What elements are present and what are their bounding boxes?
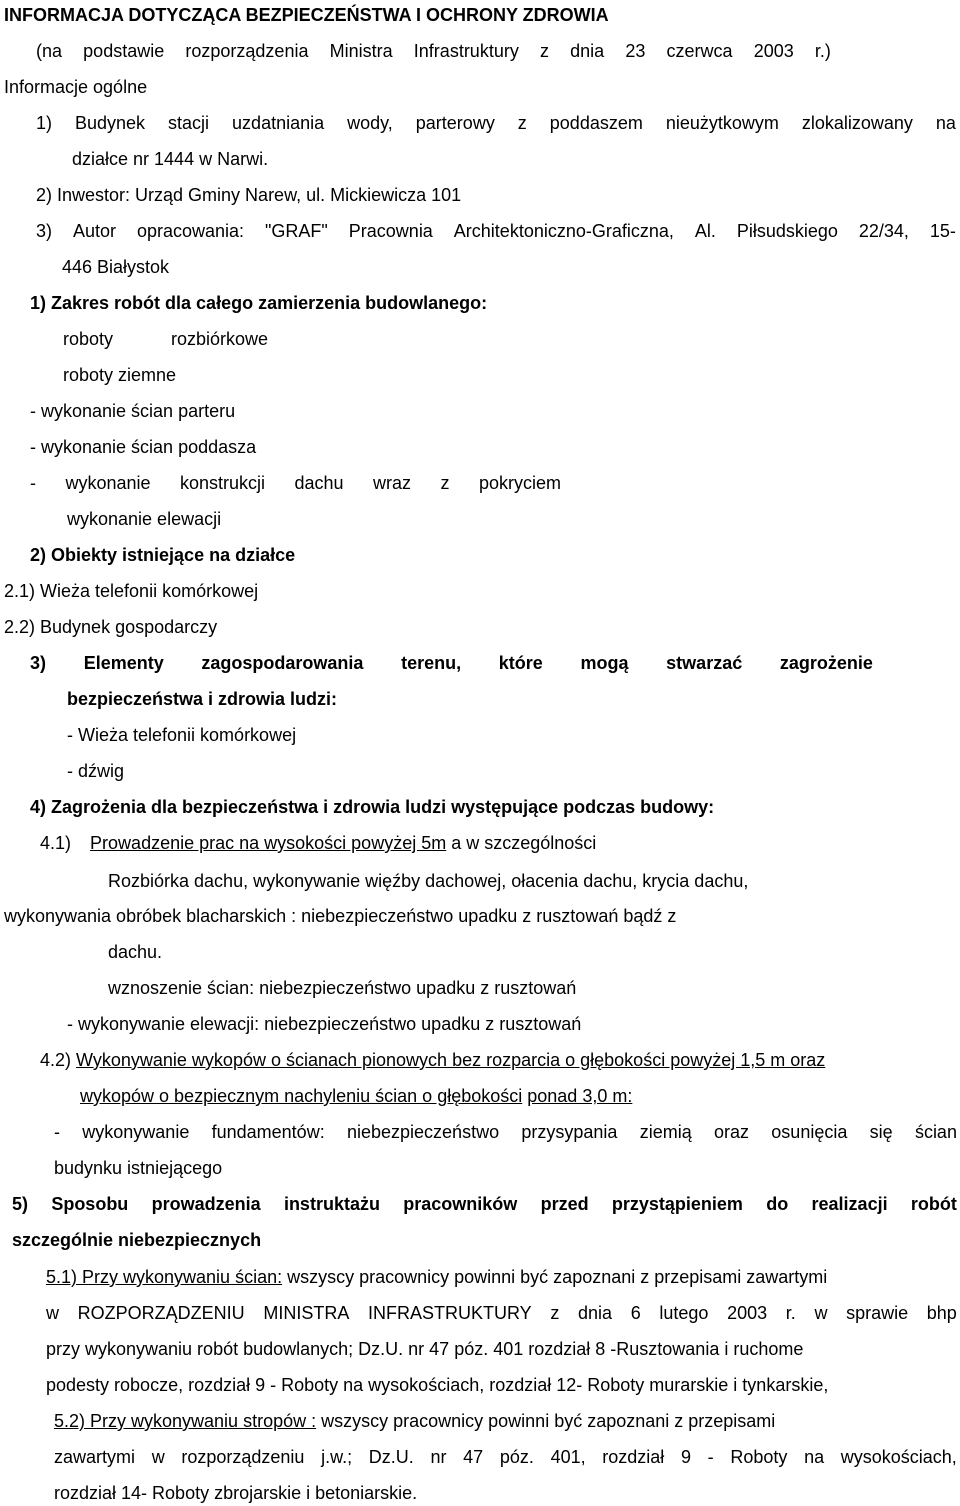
section-5-2-title-rest: wszyscy pracownicy powinni być zapoznani z przepisami <box>316 1411 776 1431</box>
s5h1-word: pracowników <box>403 1194 518 1214</box>
s42l3-word: osunięcia <box>771 1122 848 1142</box>
section-4-2-line-1 <box>40 1049 825 1071</box>
section-2-heading: 2) Obiekty istniejące na działce <box>30 545 296 565</box>
s52l2-word: zawartymi <box>54 1447 136 1467</box>
section-5-2-line-3: rozdział 14- Roboty zbrojarskie i betoniarskie. <box>54 1483 418 1503</box>
s52l2-word: 47 <box>463 1447 484 1467</box>
section-1-item-6: wykonanie elewacji <box>67 509 222 529</box>
section-3-heading-line-1 <box>30 652 873 674</box>
section-4-2-title-line-2a: wykopów o bezpiecznym nachyleniu ścian o głębokości <box>80 1086 523 1106</box>
general-item-2: 2) Inwestor: Urząd Gminy Narew, ul. Mickiewicza 101 <box>36 185 462 205</box>
s51l2-word: 2003 <box>727 1303 768 1323</box>
s52l2-word: j.w.; <box>321 1447 353 1467</box>
s42l3-word: - <box>54 1122 60 1142</box>
g1l1-word: 1) <box>36 113 53 133</box>
s1i5-word: dachu <box>294 473 344 493</box>
g3l1-word: 22/34, <box>858 221 909 241</box>
s42l3-word: ziemią <box>639 1122 692 1142</box>
g1l1-word: z <box>517 113 527 133</box>
s5h1-word: prowadzenia <box>151 1194 261 1214</box>
s42l3-word: oraz <box>714 1122 750 1142</box>
s5h1-word: realizacji <box>811 1194 888 1214</box>
s52l2-word: 9 <box>680 1447 691 1467</box>
section-3-heading-line-2: bezpieczeństwa i zdrowia ludzi: <box>67 689 338 709</box>
s5h1-word: instruktażu <box>283 1194 380 1214</box>
section-5-2-line-1 <box>54 1410 775 1432</box>
g1l1-word: poddaszem <box>549 113 643 133</box>
s42l3-word: ścian <box>914 1122 957 1142</box>
s42l3-word: fundamentów: <box>211 1122 325 1142</box>
s52l2-word: Roboty <box>730 1447 788 1467</box>
section-2-item-1: 2.1) Wieża telefonii komórkowej <box>4 581 259 601</box>
section-3-item-2: - dźwig <box>67 761 125 781</box>
section-5-1-title-rest: wszyscy pracownicy powinni być zapoznani z przepisami zawartymi <box>282 1267 828 1287</box>
s52l2-word: nr <box>430 1447 447 1467</box>
s51l2-word: lutego <box>659 1303 709 1323</box>
g1l1-word: zlokalizowany <box>801 113 913 133</box>
g1l1-word: stacji <box>168 113 210 133</box>
s5h1-word: do <box>766 1194 789 1214</box>
section-4-1-line-5: wznoszenie ścian: niebezpieczeństwo upadku z rusztowań <box>108 978 577 998</box>
s3h1-word: terenu, <box>401 653 462 673</box>
g1l1-word: wody, <box>347 113 393 133</box>
s3h1-word: stwarzać <box>666 653 743 673</box>
section-4-heading: 4) Zagrożenia dla bezpieczeństwa i zdrowia ludzi występujące podczas budowy: <box>30 797 715 817</box>
section-1-item-3: - wykonanie ścian parteru <box>30 401 236 421</box>
s52l2-word: rozporządzeniu <box>181 1447 305 1467</box>
g3l1-word: Al. <box>694 221 716 241</box>
s42l3-word: przysypania <box>521 1122 618 1142</box>
section-5-heading-line-2: szczególnie niebezpiecznych <box>12 1230 262 1250</box>
s52l2-word: Dz.U. <box>368 1447 414 1467</box>
section-5-1-line-4: podesty robocze, rozdział 9 - Roboty na wysokościach, rozdział 12- Roboty murarskie i tynkarskie, <box>46 1375 829 1395</box>
s5h1-word: robót <box>910 1194 957 1214</box>
section-5-2-title: 5.2) Przy wykonywaniu stropów : <box>54 1411 317 1431</box>
s51l2-word: bhp <box>926 1303 957 1323</box>
subtitle-word: czerwca <box>666 41 733 61</box>
s51l2-word: w <box>814 1303 828 1323</box>
s51l2-word: INFRASTRUKTURY <box>368 1303 532 1323</box>
s1i5-word: wykonanie <box>65 473 151 493</box>
section-1-item-5 <box>30 472 561 494</box>
section-4-1-line-2: Rozbiórka dachu, wykonywanie więźby dachowej, ołacenia dachu, krycia dachu, <box>108 871 749 891</box>
document-subtitle <box>36 40 831 62</box>
s5h1-word: Sposobu <box>51 1194 129 1214</box>
s52l2-word: w <box>151 1447 165 1467</box>
section-4-1-title: Prowadzenie prac na wysokości powyżej 5m <box>90 833 447 853</box>
s51l2-word: dnia <box>578 1303 613 1323</box>
section-5-1-line-2 <box>46 1302 957 1324</box>
s1i5-word: pokryciem <box>478 473 561 493</box>
section-1-item-4: - wykonanie ścian poddasza <box>30 437 257 457</box>
subtitle-word: z <box>539 41 549 61</box>
g1l1-word: Budynek <box>75 113 146 133</box>
document-title: INFORMACJA DOTYCZĄCA BEZPIECZEŃSTWA I OCHRONY ZDROWIA <box>4 5 609 25</box>
g1l1-word: nieużytkowym <box>665 113 779 133</box>
s1i5-word: konstrukcji <box>180 473 266 493</box>
g1l1-word: parterowy <box>415 113 495 133</box>
s42l3-word: niebezpieczeństwo <box>346 1122 500 1142</box>
s52l2-word: - <box>707 1447 714 1467</box>
section-4-2-line-2 <box>80 1085 632 1107</box>
section-4-1-line-1 <box>40 832 596 854</box>
section-2-item-2: 2.2) Budynek gospodarczy <box>4 617 218 637</box>
s5h1-word: przystąpieniem <box>611 1194 743 1214</box>
subtitle-word: r.) <box>814 41 831 61</box>
section-4-2-line-3 <box>54 1121 957 1143</box>
section-4-1-line-6: - wykonywanie elewacji: niebezpieczeństwo upadku z rusztowań <box>67 1014 582 1034</box>
s51l2-word: ROZPORZĄDZENIU <box>77 1303 245 1323</box>
g3l1-word: "GRAF" <box>265 221 328 241</box>
s1i5-word: z <box>440 473 450 493</box>
section-5-2-line-2 <box>54 1446 957 1468</box>
s3h1-word: które <box>498 653 543 673</box>
g3l1-word: Piłsudskiego <box>736 221 838 241</box>
s3h1-word: zagrożenie <box>779 653 873 673</box>
subtitle-word: Ministra <box>329 41 393 61</box>
section-1-item-1-word-1: roboty <box>63 329 114 349</box>
subtitle-word: 23 <box>625 41 646 61</box>
section-4-2-line-4: budynku istniejącego <box>54 1158 223 1178</box>
s52l2-word: 401, <box>550 1447 586 1467</box>
section-1-heading: 1) Zakres robót dla całego zamierzenia budowlanego: <box>30 293 488 313</box>
s51l2-word: w <box>46 1303 59 1323</box>
s1i5-word: wraz <box>373 473 412 493</box>
general-item-3-line-1 <box>36 220 956 242</box>
subtitle-word: dnia <box>570 41 605 61</box>
s51l2-word: r. <box>785 1303 796 1323</box>
s5h1-word: przed <box>540 1194 589 1214</box>
section-1-item-2: roboty ziemne <box>63 365 177 385</box>
subtitle-word: podstawie <box>83 41 165 61</box>
s3h1-word: mogą <box>580 653 629 673</box>
s42l3-word: się <box>869 1122 893 1142</box>
s42l3-word: wykonywanie <box>82 1122 190 1142</box>
section-4-2-title-line-1: Wykonywanie wykopów o ścianach pionowych bez rozparcia o głębokości powyżej 1,5 m oraz <box>76 1050 826 1070</box>
subtitle-word: 2003 <box>753 41 794 61</box>
s52l2-word: póz. <box>499 1447 534 1467</box>
s3h1-word: Elementy <box>83 653 164 673</box>
subtitle-word: Infrastruktury <box>413 41 519 61</box>
section-5-1-title: 5.1) Przy wykonywaniu ścian: <box>46 1267 283 1287</box>
s51l2-word: 6 <box>630 1303 641 1323</box>
s5h1-word: 5) <box>12 1194 29 1214</box>
s3h1-word: 3) <box>30 653 47 673</box>
section-5-heading-line-1 <box>12 1193 957 1215</box>
section-5-1-line-1 <box>46 1266 827 1288</box>
section-5-1-line-3: przy wykonywaniu robót budowlanych; Dz.U. nr 47 póz. 401 rozdział 8 -Rusztowania i ruchome <box>46 1339 804 1359</box>
s52l2-word: na <box>804 1447 825 1467</box>
s51l2-word: z <box>550 1303 560 1323</box>
subtitle-word: (na <box>36 41 63 61</box>
section-1-item-1-word-2: rozbiórkowe <box>170 329 268 349</box>
section-3-item-1: - Wieża telefonii komórkowej <box>67 725 297 745</box>
subtitle-word: rozporządzenia <box>185 41 309 61</box>
section-1-item-1 <box>63 328 268 350</box>
g3l1-word: opracowania: <box>136 221 245 241</box>
section-4-1-number: 4.1) <box>40 833 72 853</box>
s52l2-word: rozdział <box>602 1447 665 1467</box>
g1l1-word: na <box>935 113 956 133</box>
section-4-1-line-3: wykonywania obróbek blacharskich : niebezpieczeństwo upadku z rusztowań bądź z <box>4 906 677 926</box>
s51l2-word: MINISTRA <box>263 1303 350 1323</box>
section-4-2-number: 4.2) <box>40 1050 72 1070</box>
section-4-2-title-line-2b: ponad 3,0 m: <box>527 1086 633 1106</box>
g3l1-word: Architektoniczno-Graficzna, <box>453 221 674 241</box>
s3h1-word: zagospodarowania <box>201 653 364 673</box>
general-item-1-line-1 <box>36 112 956 134</box>
general-heading: Informacje ogólne <box>4 77 148 97</box>
g3l1-word: 3) <box>36 221 53 241</box>
g3l1-word: 15- <box>929 221 956 241</box>
section-4-1-line-4: dachu. <box>108 942 163 962</box>
general-item-3-line-2: 446 Białystok <box>62 257 170 277</box>
s51l2-word: sprawie <box>846 1303 909 1323</box>
general-item-1-line-2: działce nr 1444 w Narwi. <box>72 149 269 169</box>
g3l1-word: Autor <box>72 221 117 241</box>
s52l2-word: wysokościach, <box>840 1447 957 1467</box>
g1l1-word: uzdatniania <box>232 113 325 133</box>
g3l1-word: Pracownia <box>348 221 433 241</box>
s1i5-word: - <box>30 473 36 493</box>
section-4-1-title-rest: a w szczególności <box>446 833 597 853</box>
